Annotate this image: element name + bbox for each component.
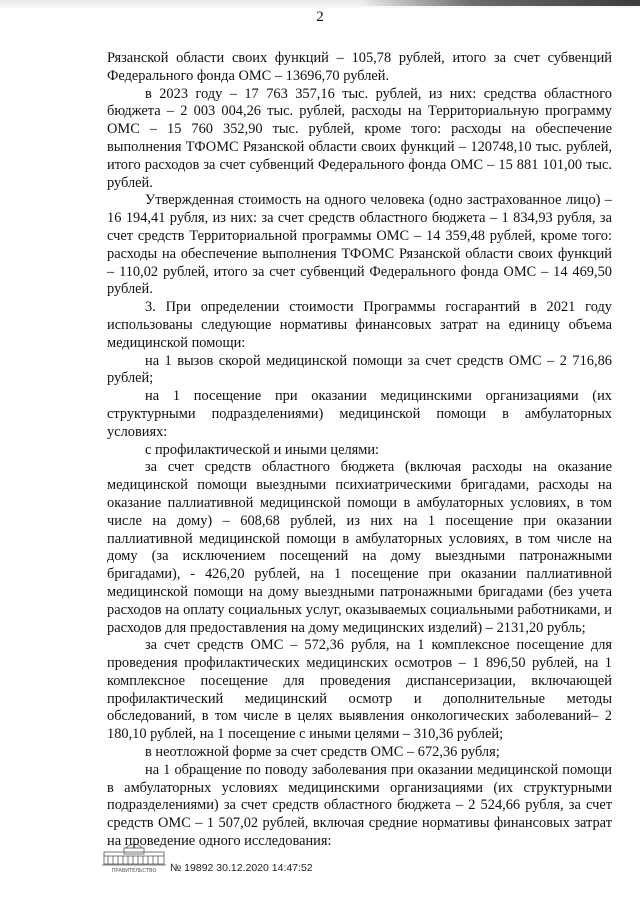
document-registration-id: № 19892 30.12.2020 14:47:52	[170, 862, 313, 874]
paragraph-section-3: 3. При определении стоимости Программы госгарантий в 2021 году использованы следующие нормативы финансовых затрат на единицу объема медицинской помощи:	[107, 299, 612, 351]
government-building-logo	[102, 838, 166, 874]
paragraph-oms-funds: за счет средств ОМС – 572,36 рубля, на 1 комплексное посещение для проведения профилактических медицинских осмотров – 1 896,50 рублей, на 1 комплексное посещение для проведения диспансеризации, включающей профилактический медицинский осмотр и дополнительные методы обследований, в том числе в целях выявления онкологических заболеваний– 2 180,10 рублей, на 1 посещение с иными целями – 310,36 рублей;	[107, 637, 612, 743]
document-footer	[100, 838, 620, 878]
document-body	[107, 50, 612, 851]
paragraph-disease-appeal: на 1 обращение по поводу заболевания при оказании медицинской помощи в амбулаторных условиях медицинскими организациями (их структурными подразделениями) за счет средств областного бюджета – 2 524,66 рубля, за счет средств ОМС – 1 507,02 рублей, включая средние нормативы финансовых затрат на проведение одного исследования:	[107, 761, 612, 850]
paragraph-outpatient-visit: на 1 посещение при оказании медицинскими организациями (их структурными подразделениями) медицинской помощи в амбулаторных условиях:	[107, 388, 612, 440]
svg-text:ПРАВИТЕЛЬСТВО: ПРАВИТЕЛЬСТВО	[111, 868, 157, 874]
page-number: 2	[316, 9, 324, 25]
paragraph-urgent-care: в неотложной форме за счет средств ОМС – 672,36 рубля;	[145, 744, 500, 761]
scan-top-shadow	[360, 0, 640, 6]
paragraph-regional-budget: за счет средств областного бюджета (включая расходы на оказание медицинской помощи выездными психиатрическими бригадами, расходы на оказание паллиативной медицинской помощи в амбулаторных условиях, в том числе на дому) – 608,68 рублей, из них на 1 посещение при оказании паллиативной медицинской помощи в амбулаторных условиях, в том числе на дому (за исключением посещений на дому выездными патронажными бригадами), - 426,20 рублей, на 1 посещение при оказании паллиативной медицинской помощи на дому выездными патронажными бригадами (без учета расходов на оплату социальных услуг, оказываемых социальными работниками, и расходов для предоставления на дому медицинских изделий) – 2131,20 рубль;	[107, 459, 612, 636]
paragraph-2023-budget: в 2023 году – 17 763 357,16 тыс. рублей, из них: средства областного бюджета – 2 003 004,26 тыс. рублей, расходы на Территориальную программу ОМС – 15 760 352,90 тыс. рублей, кроме того: расходы на обеспечение выполнения ТФОМС Рязанской области своих функций – 120748,10 тыс. рублей, итого расходов за счет субвенций Федерального фонда ОМС – 15 881 101,00 тыс. рублей.	[107, 85, 612, 191]
paragraph-preventive-purposes: с профилактической и иными целями:	[145, 441, 380, 458]
paragraph-continuation: Рязанской области своих функций – 105,78 рублей, итого за счет субвенций Федерального фонда ОМС – 13696,70 рублей.	[107, 50, 612, 84]
paragraph-per-capita-cost: Утвержденная стоимость на одного человека (одно застрахованное лицо) – 16 194,41 рубля, из них: за счет средств областного бюджета – 1 834,93 рубля, за счет средств Территориальной программы ОМС – 14 359,48 рублей, кроме того: расходы на обеспечение выполнения ТФОМС Рязанской области своих функций – 110,02 рублей, итого за счет субвенций Федерального фонда ОМС – 14 469,50 рублей.	[107, 192, 612, 298]
paragraph-ambulance-call: на 1 вызов скорой медицинской помощи за счет средств ОМС – 2 716,86 рублей;	[107, 352, 612, 387]
